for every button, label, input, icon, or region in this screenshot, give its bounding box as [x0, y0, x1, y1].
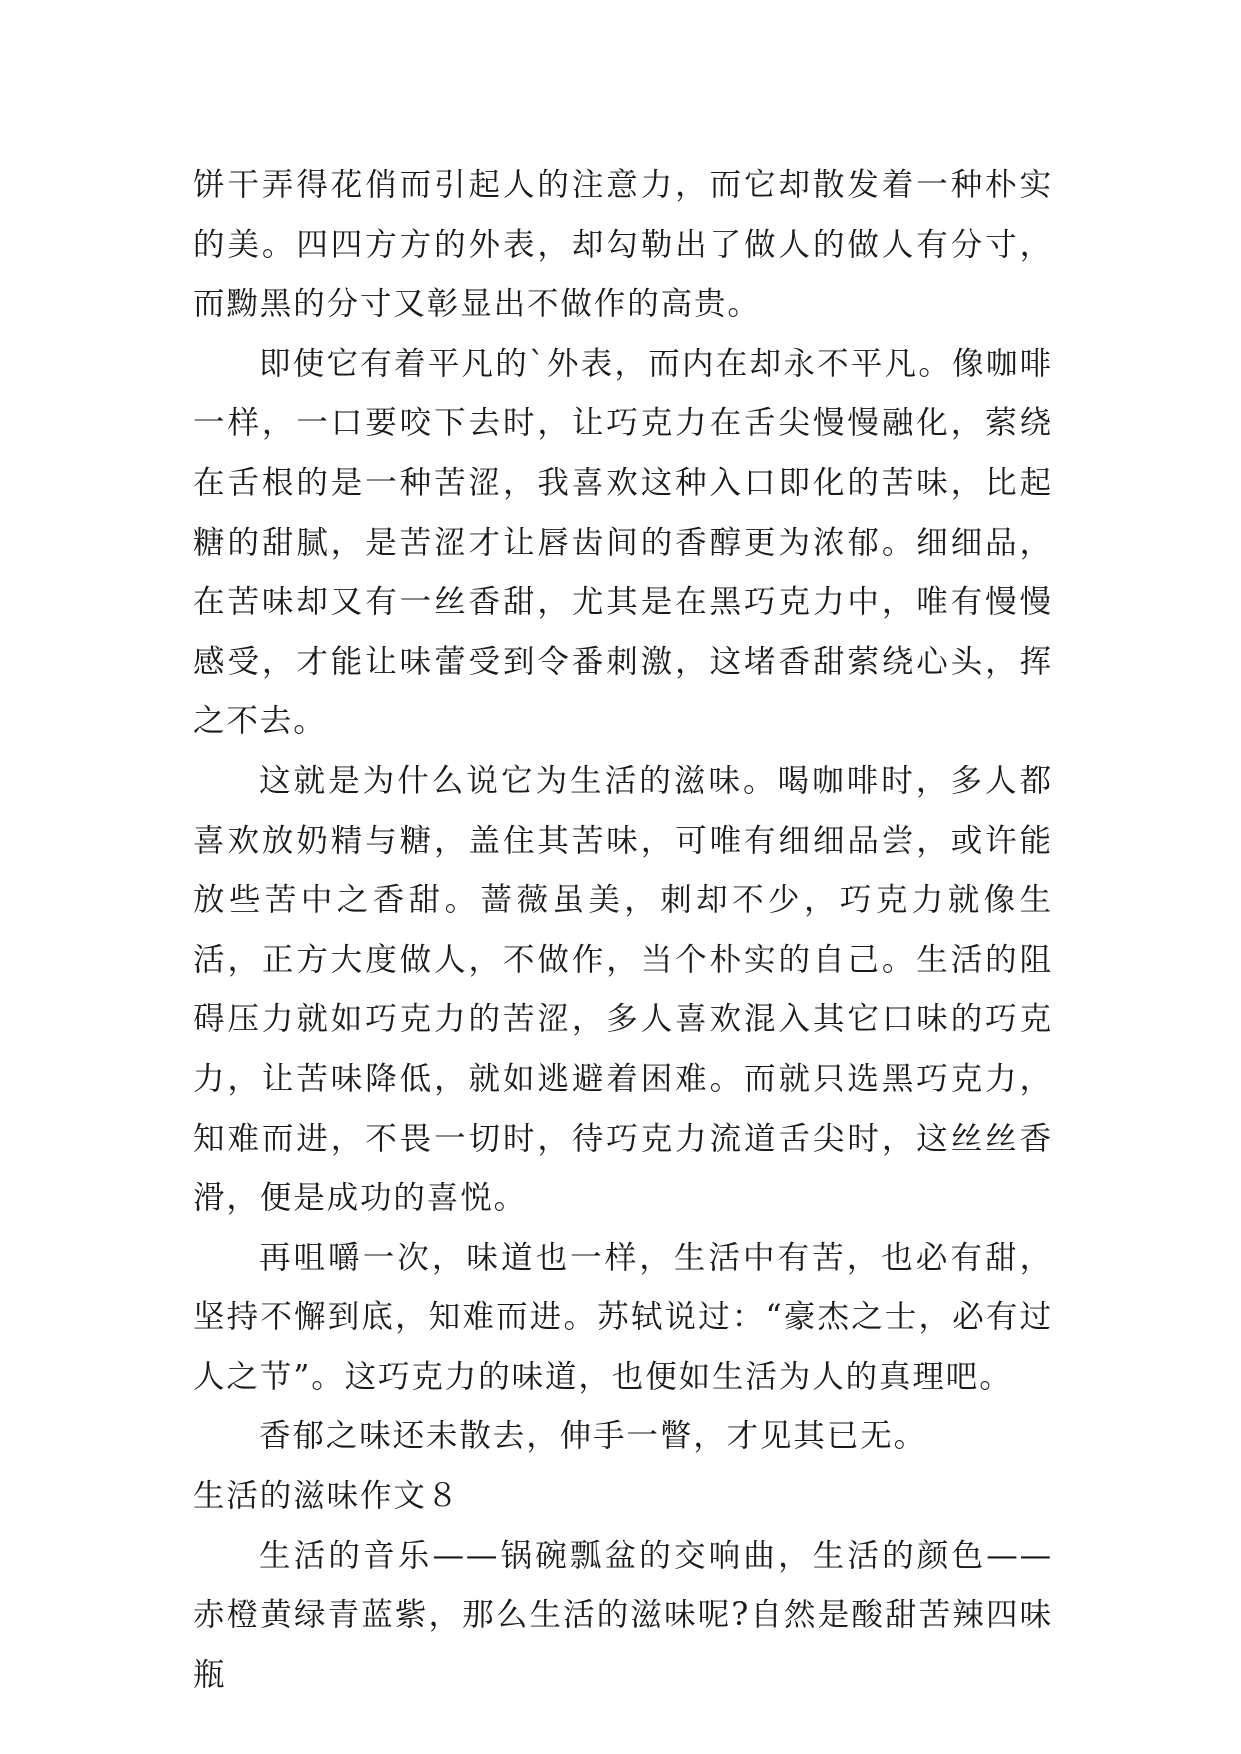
section-heading: 生活的滋味作文８	[193, 1478, 461, 1515]
paragraph-5: 香郁之味还未散去，伸手一瞥，才见其已无。	[259, 1418, 928, 1455]
document-body	[193, 156, 1053, 1705]
paragraph-1: 饼干弄得花俏而引起人的注意力，而它却散发着一种朴实的美。四四方方的外表，却勾勒出了做人的做人有分寸，而黝黑的分寸又彰显出不做作的高贵。	[193, 167, 1053, 323]
paragraph-4: 再咀嚼一次，味道也一样，生活中有苦，也必有甜，坚持不懈到底，知难而进。苏轼说过：“豪杰之士，必有过人之节”。这巧克力的味道，也便如生活为人的真理吧。	[193, 1239, 1053, 1395]
paragraph-2: 即使它有着平凡的`外表，而内在却永不平凡。像咖啡一样，一口要咬下去时，让巧克力在舌尖慢慢融化，萦绕在舌根的是一种苦涩，我喜欢这种入口即化的苦味，比起糖的甜腻，是苦涩才让唇齿间的香醇更为浓郁。细细品，在苦味却又有一丝香甜，尤其是在黑巧克力中，唯有慢慢感受，才能让味蕾受到令番刺激，这堵香甜萦绕心头，挥之不去。	[193, 345, 1053, 740]
paragraph-3: 这就是为什么说它为生活的滋味。喝咖啡时，多人都喜欢放奶精与糖，盖住其苦味，可唯有细细品尝，或许能放些苦中之香甜。蔷薇虽美，刺却不少，巧克力就像生活，正方大度做人，不做作，当个朴实的自己。生活的阻碍压力就如巧克力的苦涩，多人喜欢混入其它口味的巧克力，让苦味降低，就如逃避着困难。而就只选黑巧克力，知难而进，不畏一切时，待巧克力流道舌尖时，这丝丝香滑，便是成功的喜悦。	[193, 762, 1053, 1217]
paragraph-6: 生活的音乐——锅碗瓢盆的交响曲，生活的颜色——赤橙黄绿青蓝紫，那么生活的滋味呢?自然是酸甜苦辣四味瓶	[193, 1537, 1053, 1693]
